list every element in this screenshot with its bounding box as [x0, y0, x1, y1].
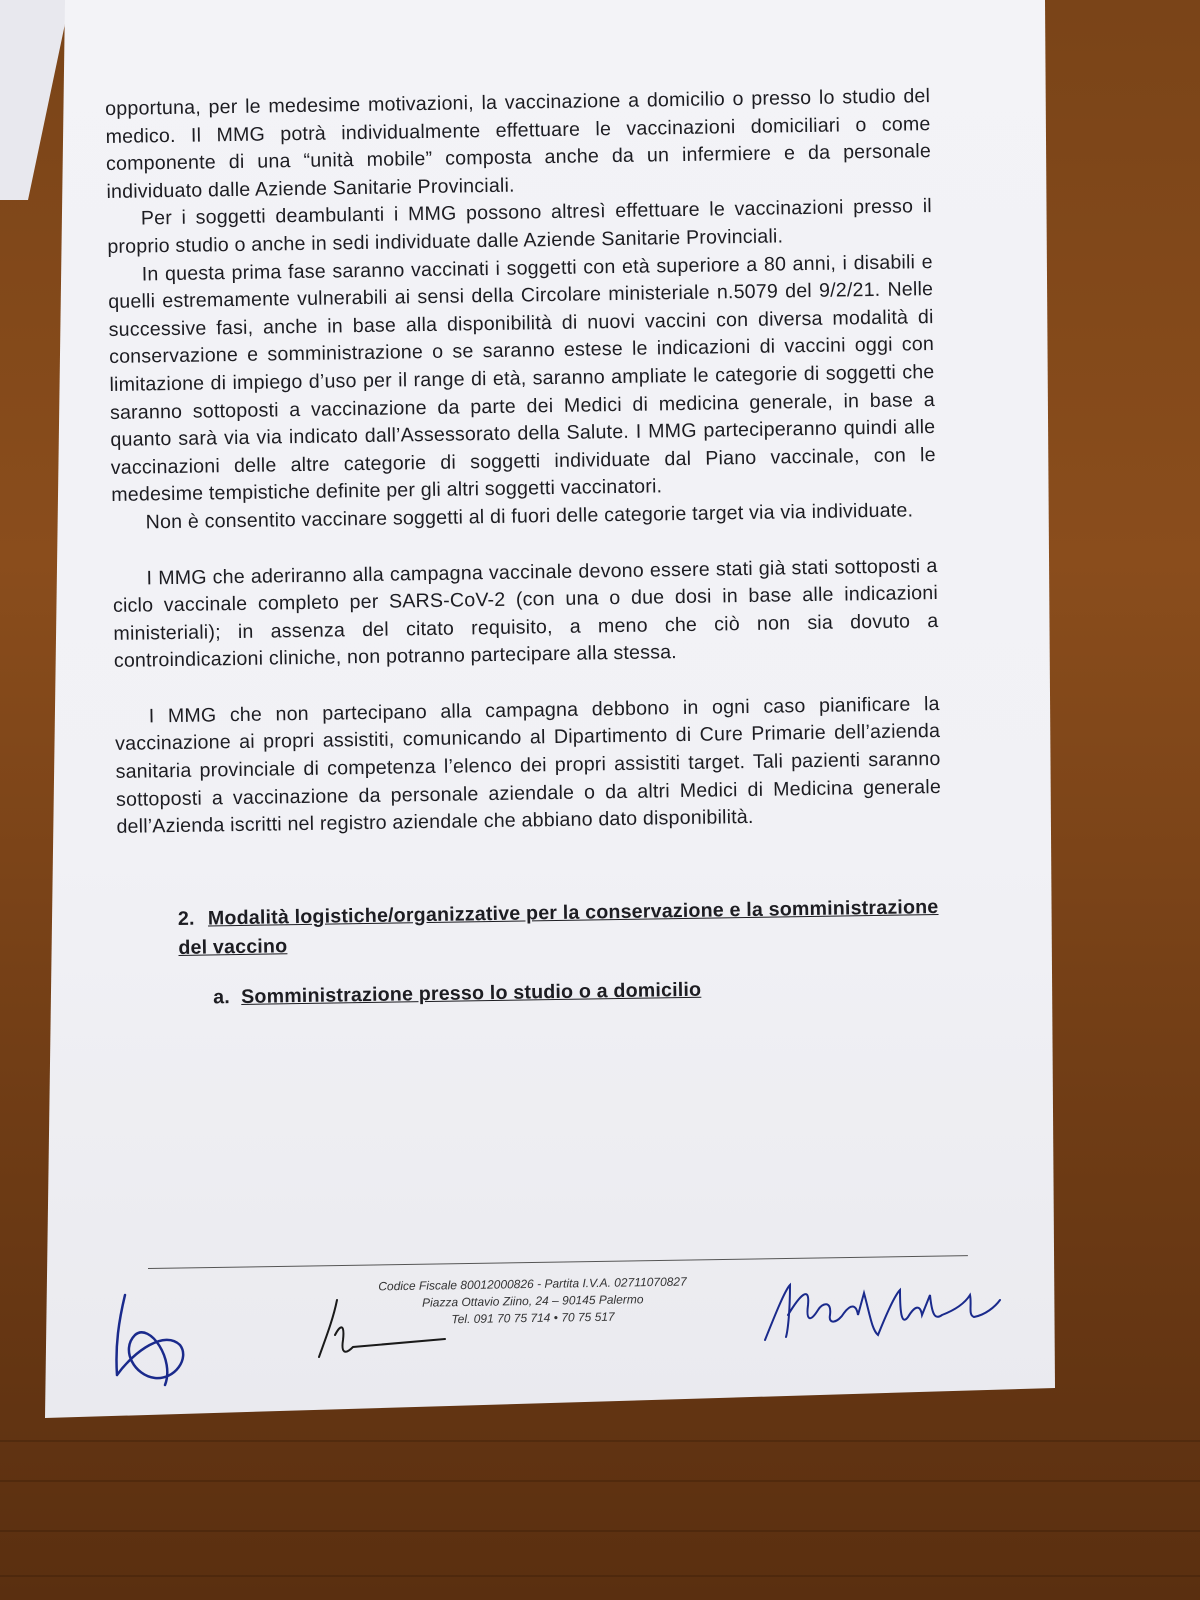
paragraph-1: opportuna, per le medesime motivazioni, la vaccinazione a domicilio o presso lo studio del medico. Il MMG potrà individualmente effettuare le vaccinazioni domiciliari o come componente di una “unità mobile” composta anche da un infermiere e da personale individuato dalle Aziende Sanitarie Provinciali.	[105, 85, 932, 203]
footer-street: Piazza Ottavio Ziino, 24 – 90145 Palermo	[421, 1292, 644, 1310]
subsection-letter: a.	[212, 985, 231, 1009]
paragraph-2: Per i soggetti deambulanti i MMG possono altresì effettuare le vaccinazioni presso il proprio studio o anche in sedi individuate dalle Aziende Sanitarie Provinciali.	[107, 195, 933, 258]
section-heading	[118, 893, 944, 964]
subsection-title: Somministrazione presso lo studio o a domicilio	[240, 978, 702, 1008]
section-number: 2.	[177, 907, 195, 930]
document-body	[105, 83, 944, 1013]
footer-phone: Tel. 091 70 75 714 • 70 75 517	[451, 1309, 615, 1327]
paragraph-4: Non è consentito vaccinare soggetti al di fuori delle categorie target via via individuate.	[145, 499, 914, 534]
paragraph-3: In questa prima fase saranno vaccinati i soggetti con età superiore a 80 anni, i disabili e quelli estremamente vulnerabili ai sensi della Circolare ministeriale n.5079 del 9/2/21. Nelle successive fasi, anche in base alla disponibilità di nuovi vaccini con diversa modalità di conservazione e somministrazione o se saranno estese le indicazioni di vaccini oggi con limitazione di impiego d’uso per il range di età, saranno ampliate le categorie di soggetti che saranno sottoposti a vaccinazione da parte dei Medici di medicina generale, in base a quanto sarà via via indicato dall’Assessorato della Salute. I MMG parteciperanno quindi alle vaccinazioni delle altre categorie di soggetti individuate dal Piano vaccinale, con le medesime tempistiche definite per gli altri soggetti vaccinatori.	[108, 250, 936, 507]
paragraph-5: I MMG che aderiranno alla campagna vaccinale devono essere stati già stati sottoposti a ciclo vaccinale completo per SARS-CoV-2 (con una o due dosi in base alle indicazioni ministeriali); in assenza del citato requisito, a meno che ciò non sia dovuto a controindicazioni cliniche, non potranno partecipare alla stessa.	[112, 554, 939, 673]
paragraph-6: I MMG che non partecipano alla campagna debbono in ogni caso pianificare la vaccinazione ai propri assistiti, comunicando al Dipartimento di Cure Primarie dell’azienda sanitaria provinciale di competenza l’elenco dei propri assistiti target. Tali pazienti saranno sottoposti a vaccinazione da personale aziendale o da altri Medici di Medicina generale dell’Azienda iscritti nel registro aziendale che abbiano dato disponibilità.	[115, 692, 942, 839]
section-title: Modalità logistiche/organizzative per la conservazione e la somministrazione del vaccino	[178, 895, 939, 959]
underlying-paper-edge	[0, 0, 70, 200]
signature-right	[760, 1275, 1020, 1355]
signature-middle	[315, 1295, 455, 1365]
signature-left	[105, 1290, 195, 1390]
footer-tax-code: Codice Fiscale 80012000826 - Partita I.V.A. 02711070827	[378, 1274, 687, 1294]
